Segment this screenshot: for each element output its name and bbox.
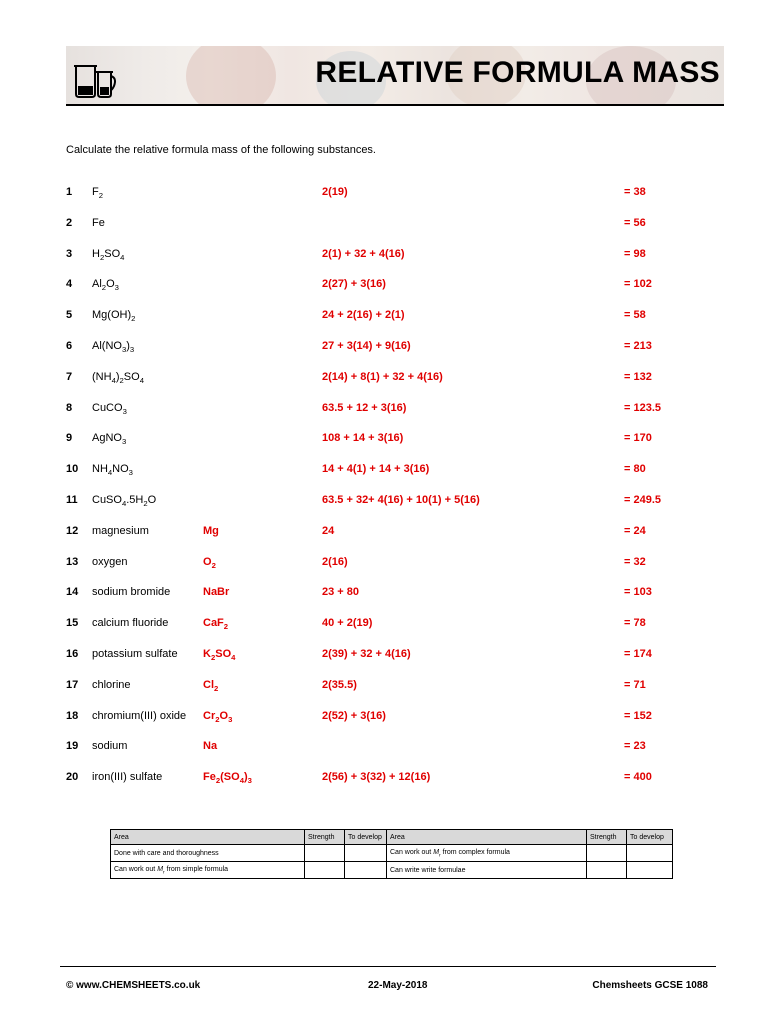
substance-name: $Mg(OH)_2$ — [92, 309, 136, 324]
assessment-area: Can write write formulae — [387, 862, 587, 879]
substance-name: CuCO$_3$ — [92, 401, 127, 416]
mass-answer: = 152 — [624, 709, 652, 722]
question-row — [0, 217, 768, 233]
to-develop-checkbox-cell[interactable] — [345, 862, 387, 879]
to-develop-checkbox-cell[interactable] — [627, 845, 673, 862]
question-row — [0, 679, 768, 695]
mass-answer: = 400 — [624, 771, 652, 784]
question-row — [0, 648, 768, 664]
mass-answer: = 71 — [624, 678, 646, 691]
question-row — [0, 586, 768, 602]
question-number: 17 — [66, 678, 79, 691]
working-answer: 2(52) + 3(16) — [322, 709, 386, 722]
mass-answer: = 213 — [624, 340, 652, 352]
question-number: 18 — [66, 709, 79, 722]
strength-checkbox-cell[interactable] — [587, 862, 627, 879]
assessment-row — [111, 845, 673, 862]
assessment-area: Can work out $M_r$ from complex formula — [387, 845, 587, 862]
mass-answer: = 23 — [624, 740, 646, 753]
question-number: 1 — [66, 186, 73, 198]
question-row — [0, 371, 768, 387]
mass-answer: = 98 — [624, 247, 646, 260]
question-row — [0, 494, 768, 510]
assessment-area: Can work out $M_r$ from simple formula — [111, 862, 305, 879]
mass-answer: = 249.5 — [624, 494, 662, 506]
working-answer: 2(35.5) — [322, 678, 357, 691]
substance-name: $F_2$ — [92, 186, 104, 201]
footer-reference: Chemsheets GCSE 1088 — [592, 980, 708, 991]
substance-name: iron(III) sulfate — [92, 771, 163, 784]
formula-answer: $O_2$ — [203, 555, 216, 570]
assessment-header-to-develop: To develop — [627, 830, 673, 845]
substance-name: magnesium — [92, 524, 149, 537]
to-develop-checkbox-cell[interactable] — [345, 845, 387, 862]
working-answer: 23 + 80 — [322, 586, 360, 599]
strength-checkbox-cell[interactable] — [587, 845, 627, 862]
footer-rule — [60, 966, 716, 967]
working-answer: 27 + 3(14) + 9(16) — [322, 340, 411, 352]
to-develop-checkbox-cell[interactable] — [627, 862, 673, 879]
substance-name: $(NH_4)_2SO_4$ — [92, 370, 144, 385]
question-row — [0, 248, 768, 264]
header-rule — [66, 104, 724, 106]
lab-glassware-icon — [70, 52, 118, 100]
substance-name: oxygen — [92, 555, 128, 568]
question-number: 10 — [66, 463, 79, 476]
working-answer: 2(19) — [322, 186, 348, 198]
footer-date: 22-May-2018 — [368, 980, 428, 991]
question-number: 9 — [66, 432, 73, 445]
working-answer: 2(1) + 32 + 4(16) — [322, 247, 405, 260]
working-answer: 108 + 14 + 3(16) — [322, 432, 404, 445]
instruction-text: Calculate the relative formula mass of the following substances. — [66, 144, 376, 156]
formula-answer: Na — [203, 740, 218, 753]
question-row — [0, 556, 768, 572]
question-row — [0, 617, 768, 633]
working-answer: 24 — [322, 524, 335, 537]
substance-name: calcium fluoride — [92, 617, 169, 630]
formula-answer: $Cl_2$ — [203, 678, 219, 693]
assessment-header-area: Area — [387, 830, 587, 845]
formula-answer: $Cr_2O_3$ — [203, 709, 233, 724]
question-row — [0, 710, 768, 726]
working-answer: 63.5 + 32+ 4(16) + 10(1) + 5(16) — [322, 494, 480, 506]
substance-name: $CuSO_4.5H_2O$ — [92, 494, 157, 509]
substance-name: sodium bromide — [92, 586, 171, 599]
question-number: 4 — [66, 278, 73, 291]
question-number: 13 — [66, 555, 79, 568]
self-assessment-table — [110, 829, 673, 879]
assessment-header-row — [111, 830, 673, 845]
substance-name: $Al(NO_3)_3$ — [92, 340, 135, 355]
formula-answer: CaF$_2$ — [203, 617, 229, 632]
substance-name: Fe — [92, 216, 105, 229]
substance-name: $NH_4NO_3$ — [92, 463, 133, 478]
mass-answer: = 103 — [624, 586, 652, 599]
working-answer: 2(39) + 32 + 4(16) — [322, 648, 411, 660]
mass-answer: = 58 — [624, 309, 646, 322]
working-answer: 2(56) + 3(32) + 12(16) — [322, 771, 431, 784]
assessment-header-strength: Strength — [587, 830, 627, 845]
mass-answer: = 174 — [624, 648, 652, 660]
question-number: 8 — [66, 401, 73, 414]
mass-answer: = 132 — [624, 370, 652, 383]
formula-answer: $Fe_2(SO_4)_3$ — [203, 771, 252, 786]
question-number: 19 — [66, 740, 79, 753]
mass-answer: = 32 — [624, 555, 646, 568]
question-row — [0, 771, 768, 787]
mass-answer: = 38 — [624, 186, 646, 198]
question-number: 14 — [66, 586, 79, 599]
question-row — [0, 525, 768, 541]
substance-name: potassium sulfate — [92, 648, 178, 660]
working-answer: 2(27) + 3(16) — [322, 278, 386, 291]
question-number: 2 — [66, 216, 73, 229]
question-number: 15 — [66, 617, 79, 630]
working-answer: 2(16) — [322, 555, 348, 568]
question-number: 5 — [66, 309, 73, 322]
mass-answer: = 78 — [624, 617, 646, 630]
substance-name: $Al_2O_3$ — [92, 278, 119, 293]
page-title: RELATIVE FORMULA MASS — [315, 56, 720, 89]
question-row — [0, 402, 768, 418]
assessment-area: Done with care and thoroughness — [111, 845, 305, 862]
strength-checkbox-cell[interactable] — [305, 862, 345, 879]
question-row — [0, 278, 768, 294]
question-row — [0, 432, 768, 448]
question-row — [0, 186, 768, 202]
working-answer: 14 + 4(1) + 14 + 3(16) — [322, 463, 430, 476]
substance-name: AgNO$_3$ — [92, 432, 127, 447]
mass-answer: = 80 — [624, 463, 646, 476]
mass-answer: = 24 — [624, 524, 646, 537]
substance-name: sodium — [92, 740, 128, 753]
formula-answer: $K_2SO_4$ — [203, 648, 236, 663]
substance-name: chlorine — [92, 678, 131, 691]
mass-answer: = 102 — [624, 278, 652, 291]
mass-answer: = 56 — [624, 216, 646, 229]
working-answer: 24 + 2(16) + 2(1) — [322, 309, 405, 322]
assessment-header-area: Area — [111, 830, 305, 845]
substance-name: $H_2SO_4$ — [92, 247, 125, 262]
question-number: 11 — [66, 494, 78, 506]
mass-answer: = 123.5 — [624, 401, 662, 414]
strength-checkbox-cell[interactable] — [305, 845, 345, 862]
question-number: 7 — [66, 370, 73, 383]
substance-name: chromium(III) oxide — [92, 709, 187, 722]
question-row — [0, 740, 768, 756]
question-number: 6 — [66, 340, 73, 352]
question-number: 16 — [66, 648, 79, 660]
question-number: 3 — [66, 247, 73, 260]
question-row — [0, 340, 768, 356]
question-row — [0, 463, 768, 479]
assessment-header-to-develop: To develop — [345, 830, 387, 845]
mass-answer: = 170 — [624, 432, 652, 445]
assessment-header-strength: Strength — [305, 830, 345, 845]
question-row — [0, 309, 768, 325]
question-number: 12 — [66, 524, 79, 537]
working-answer: 63.5 + 12 + 3(16) — [322, 401, 407, 414]
footer-website: © www.CHEMSHEETS.co.uk — [66, 980, 201, 991]
assessment-row — [111, 862, 673, 879]
working-answer: 40 + 2(19) — [322, 617, 373, 630]
working-answer: 2(14) + 8(1) + 32 + 4(16) — [322, 370, 443, 383]
formula-answer: NaBr — [203, 586, 230, 599]
formula-answer: Mg — [203, 524, 219, 537]
question-number: 20 — [66, 771, 79, 784]
